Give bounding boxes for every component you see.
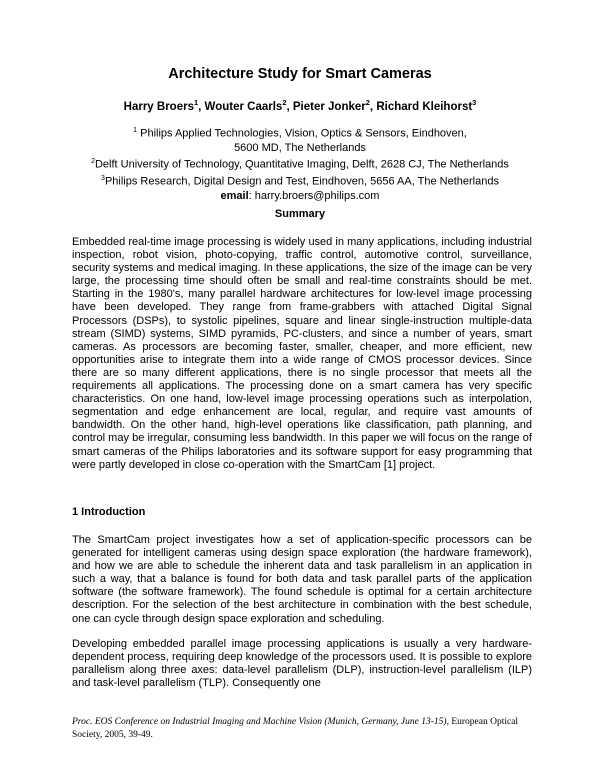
email-label: email [220,189,249,202]
affiliation-number: 2 [91,158,95,166]
author-name: Pieter Jonker [292,100,366,113]
summary-paragraph: Embedded real-time image processing is widely used in many applications, including industrial inspection, robot vision, photo-copying, traffic control, automotive control, surveillance, security systems and medical imaging. In these applications, the size of the image can be very large, the processing time should often be small and real-time constraints should be met. Starting in the 1980's, many parallel hardware architectures for low-level image processing have been developed. They range from frame-grabbers with attached Digital Signal Processors (DSPs), to systolic pipelines, square and linear single-instruction multiple-data stream (SIMD) systems, SIMD pyramids, PC-clusters, and since a number of years, smart cameras. As processors are becoming faster, smaller, cheaper, and more efficient, new opportunities arise to integrate them into a wide range of CMOS processor devices. Since there are so many different applications, there is no single processor that meets all the requirements all applications. The processing done on a smart camera has very specific characteristics. On one hand, low-level image processing operations such as interpolation, segmentation and edge enhancement are local, regular, and require vast amounts of bandwidth. On the other hand, high-level operations like classification, path planning, and control may be irregular, consuming less bandwidth. In this paper we will focus on the range of smart cameras of the Philips laboratories and its software support for easy programming that were partly developed in close co-operation with the SmartCam [1] project. [72,236,532,471]
footer-venue: Proc. EOS Conference on Industrial Imaging and Machine Vision (Munich, Germany, June 13-15) [72,717,447,727]
summary-heading: Summary [274,208,326,220]
footer-publication: , European Optical Society, 2005, 39-49. [72,717,519,740]
introduction-heading: 1 Introduction [72,506,146,518]
author-affiliation-mark: 2 [365,98,370,107]
author-affiliation-mark: 3 [472,98,477,107]
introduction-paragraph: Developing embedded parallel image processing applications is usually a very hardware-dependent process, requiring deep knowledge of the processors used. It is possible to explore parallelism along three axes: data-level parallelism (DLP), instruction-level parallelism (ILP) and task-level parallelism (TLP). Consequently one [72,638,532,690]
page-footer [72,716,532,741]
author-name: Wouter Caarls [204,100,283,113]
affiliation-number: 1 [133,127,138,134]
author-name: Harry Broers [123,100,194,113]
affiliation-number: 3 [101,174,105,182]
affiliation-block [0,124,600,203]
affiliation-line [0,155,600,172]
author-name: Richard Kleihorst [376,100,473,113]
author-affiliation-mark: 1 [193,98,199,107]
paper-title: Architecture Study for Smart Cameras [168,66,432,82]
affiliation-text: Philips Applied Technologies, Vision, Optics & Sensors, Eindhoven, [140,127,467,140]
author-affiliation-mark: 2 [282,98,287,107]
affiliation-text: Delft University of Technology, Quantitative Imaging, Delft, 2628 CJ, The Netherlands [94,158,509,171]
introduction-paragraph: The SmartCam project investigates how a set of application-specific processors can be generated for intelligent cameras using design space exploration (the hardware framework), and how we are able to schedule the inherent data and task parallelism in an application in such a way, that a balance is found for both data and task parallel parts of the application software (the software framework). The found schedule is optimal for a certain architecture description. For the selection of the best architecture in combination with the best schedule, one can cycle through design space exploration and scheduling. [72,534,532,625]
affiliation-line [0,141,600,155]
affiliation-line [0,172,600,189]
affiliation-text: 5600 MD, The Netherlands [234,141,366,154]
author-list: Harry Broers$^1$, Wouter Caarls$^2$, Pieter Jonker$^2$, Richard Kleihorst$^3$ [123,98,477,113]
affiliation-text: Philips Research, Digital Design and Test, Eindhoven, 5656 AA, The Netherlands [104,175,499,188]
email-line [0,189,600,203]
affiliation-line [0,124,600,141]
email-address: : harry.broers@philips.com [248,189,380,202]
